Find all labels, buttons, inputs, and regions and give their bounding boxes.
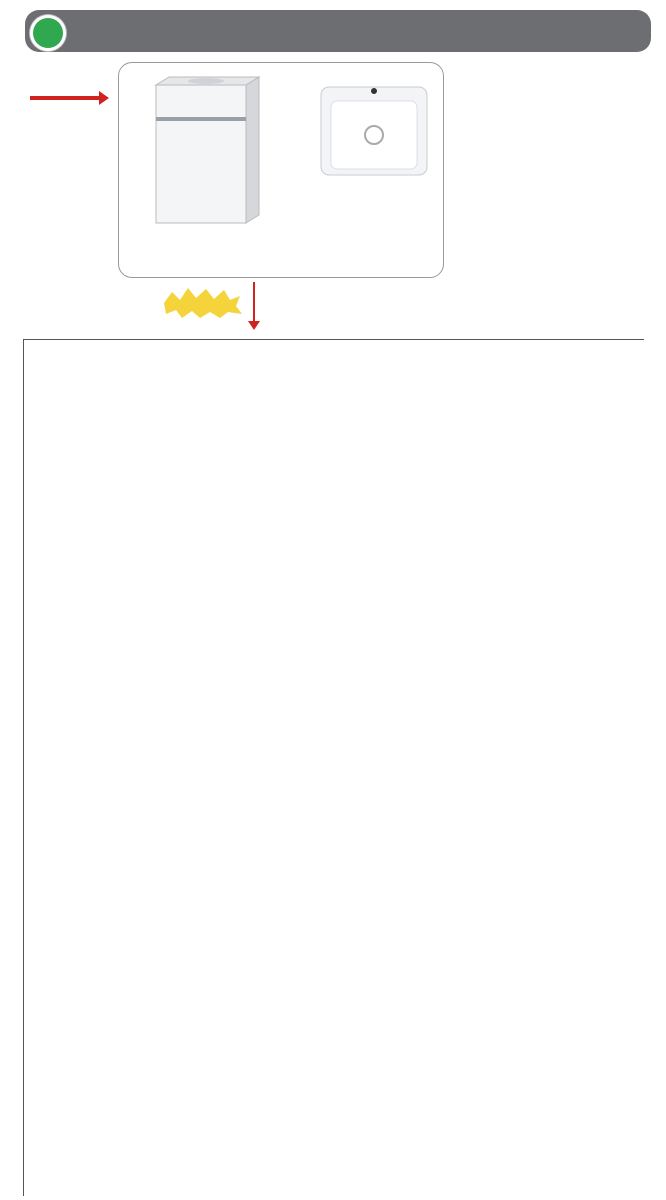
right-arrow-icon: [30, 96, 100, 100]
basin-image: [319, 85, 429, 177]
product-grid: [23, 339, 644, 1196]
starburst-icon: [162, 288, 242, 318]
category-badge: [30, 15, 66, 51]
badge-letter: [33, 18, 63, 48]
down-arrow-icon: [253, 282, 255, 322]
featured-bundle: [118, 62, 444, 278]
vanity-cabinet-image: [151, 75, 261, 225]
promo-banner: [25, 10, 651, 52]
